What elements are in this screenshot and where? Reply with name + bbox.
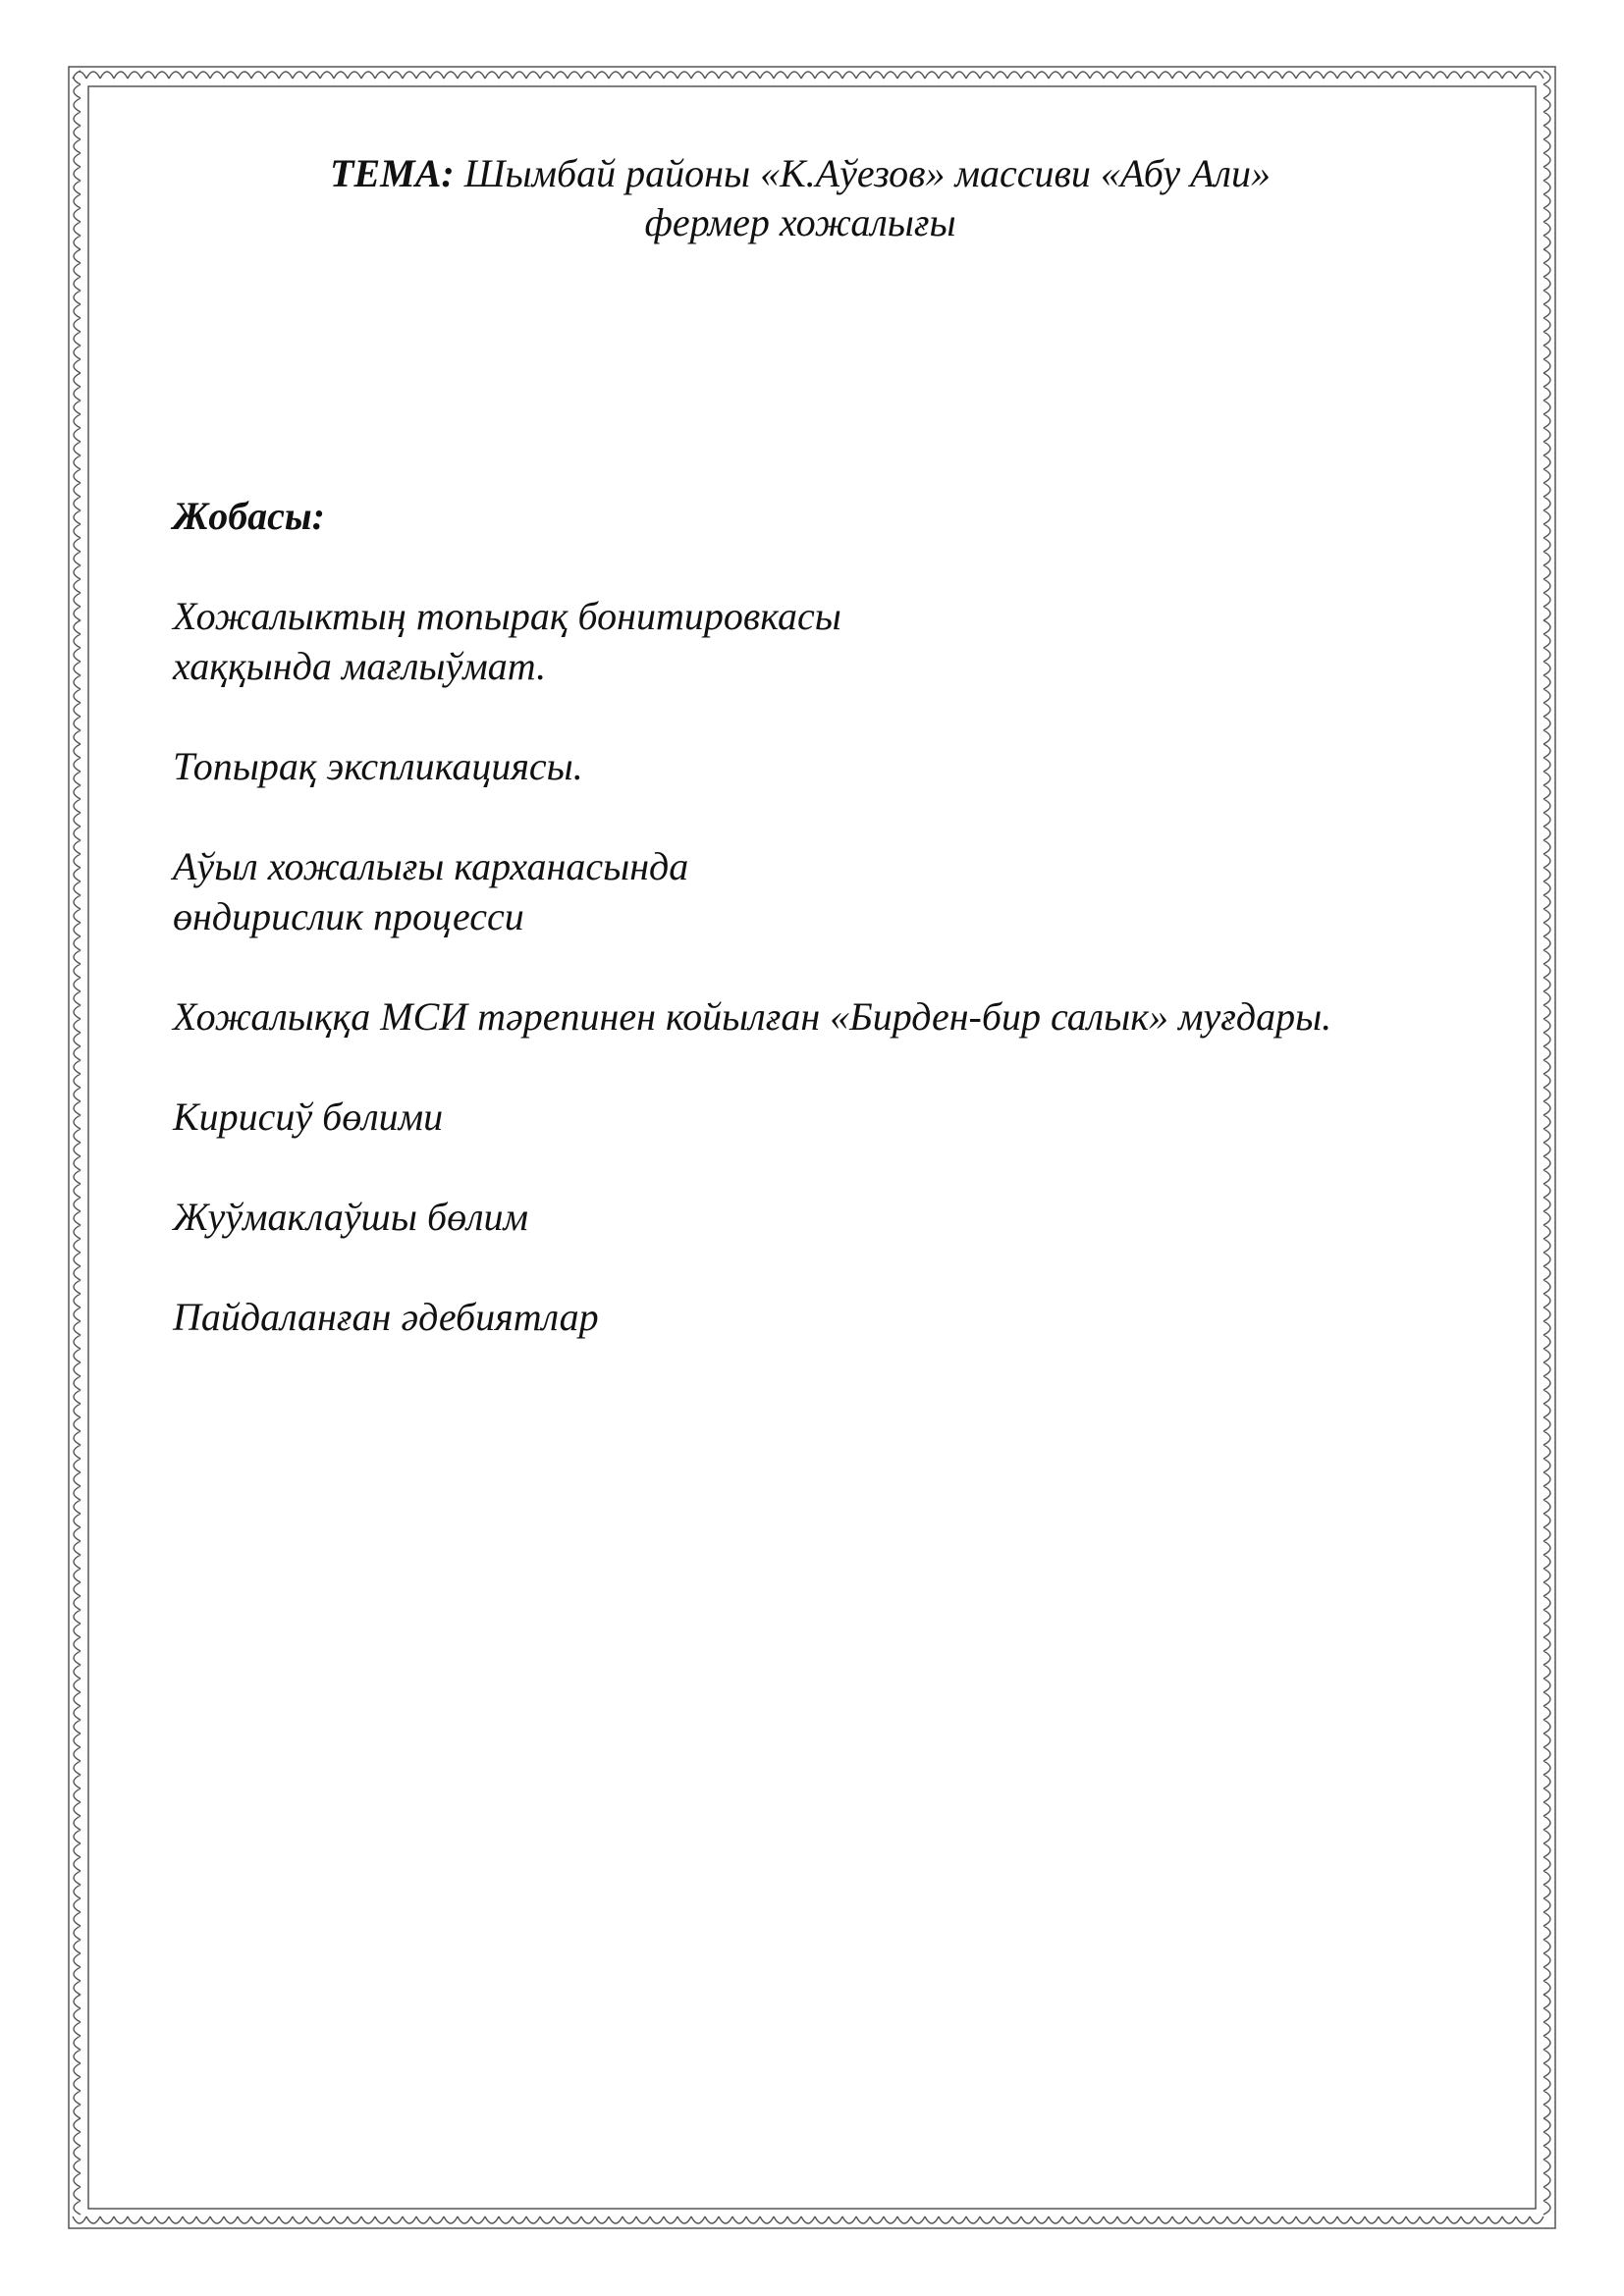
contents-item-line: Жуўмаклаўшы бөлим (173, 1195, 529, 1239)
contents-item-line: Пайдаланған әдебиятлар (173, 1295, 599, 1339)
contents-item-line: өндирислик процесси (173, 894, 524, 938)
contents-item-line: Хожалыққа МСИ тәрепинен койылған «Бирден-бир салык» муғдары. (173, 994, 1332, 1039)
document-title (167, 149, 1434, 247)
contents-item (173, 591, 1489, 691)
contents-item (173, 991, 1489, 1041)
project-contents (173, 491, 1489, 1342)
contents-item (173, 1292, 1489, 1342)
contents-item-line: Кирисиў бөлими (173, 1095, 444, 1139)
contents-item-line: Аўыл хожалығы карханасында (173, 844, 689, 888)
contents-item-line: Хожалыктың топырақ бонитировкасы (173, 594, 841, 638)
title-line-1 (167, 149, 1434, 198)
title-text-line-1: Шымбай районы «К.Аўезов» массиви «Абу Али» (463, 151, 1271, 195)
contents-item (173, 841, 1489, 941)
title-text-line-2: фермер хожалығы (644, 200, 956, 244)
contents-item (173, 741, 1489, 791)
contents-item (173, 1092, 1489, 1142)
contents-item (173, 1192, 1489, 1242)
contents-item-line: хаққында мағлыўмат. (173, 644, 547, 688)
title-label: ТЕМА: (330, 151, 455, 195)
section-heading: Жобасы: (173, 494, 325, 538)
contents-item-line: Топырақ экспликациясы. (173, 744, 583, 788)
